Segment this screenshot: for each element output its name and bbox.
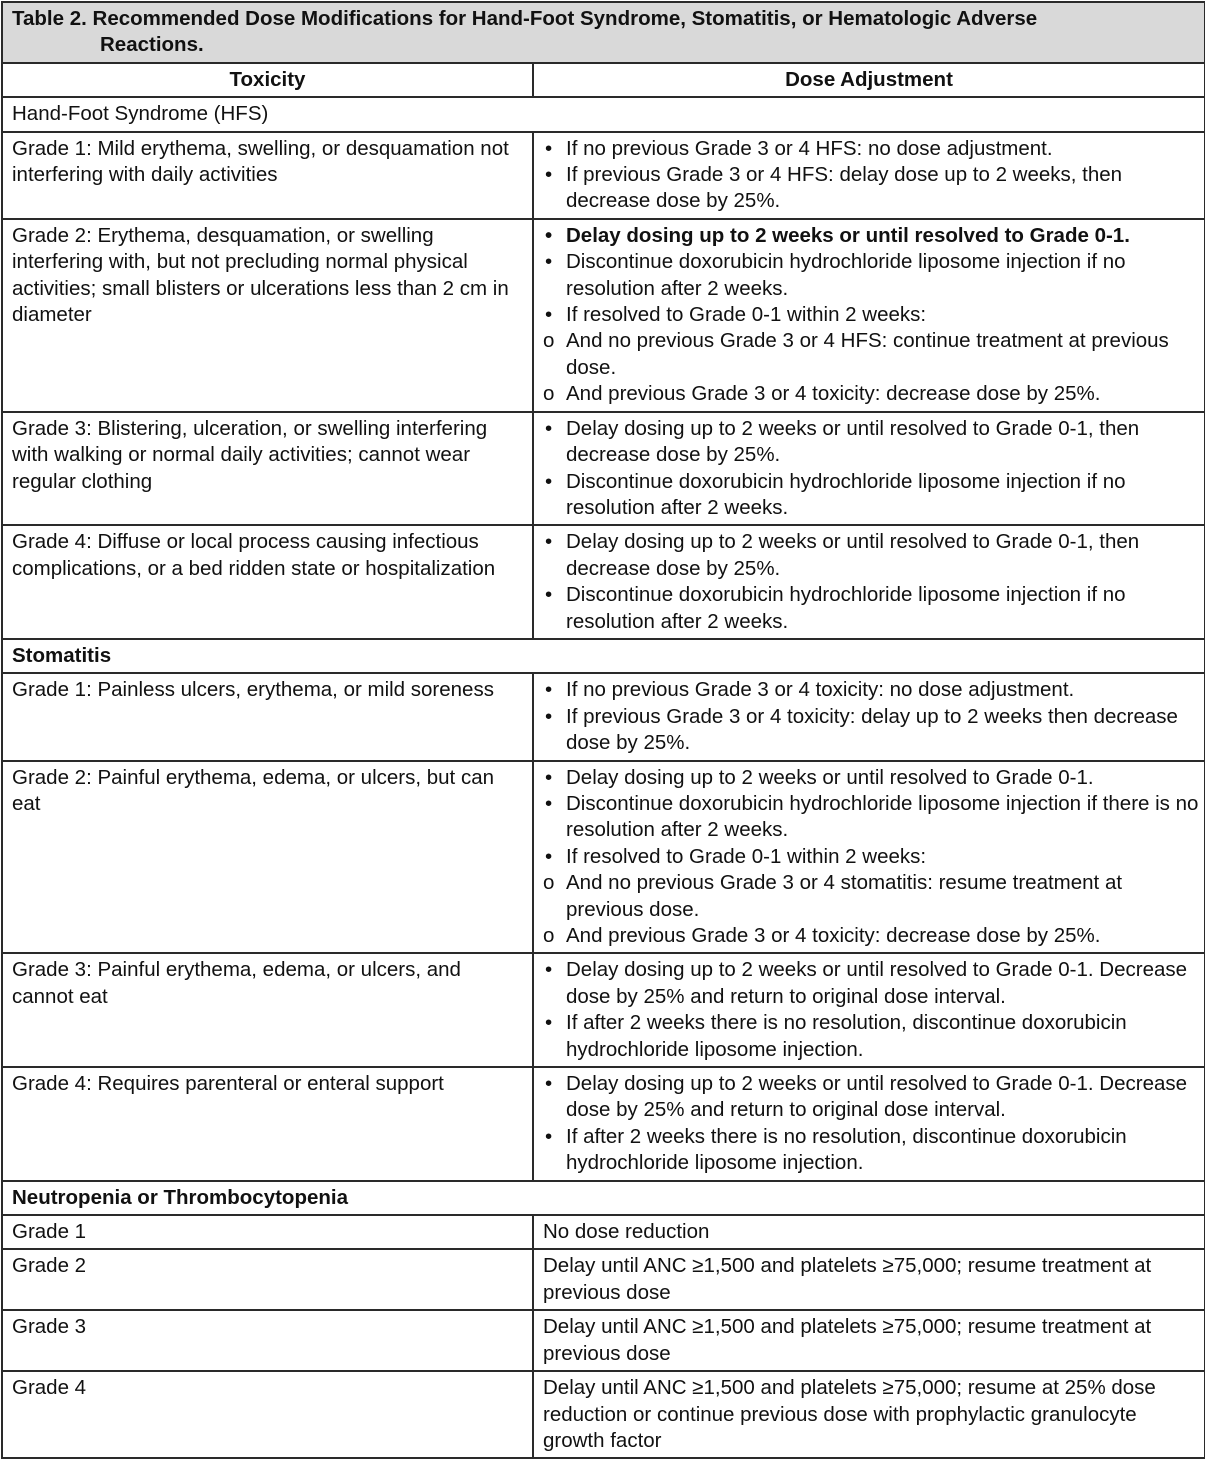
list-item: • Delay dosing up to 2 weeks or until resolved to Grade 0-1, then decrease dose by 25%. xyxy=(543,416,1200,469)
list-item: • Delay dosing up to 2 weeks or until resolved to Grade 0-1. xyxy=(543,765,1200,791)
dose-adjustment-cell xyxy=(533,412,1205,526)
dose-adjustment-list xyxy=(543,223,1200,408)
section-row xyxy=(2,639,1205,673)
sub-list-item: o And previous Grade 3 or 4 toxicity: decrease dose by 25%. xyxy=(543,381,1200,407)
list-item: • If previous Grade 3 or 4 toxicity: delay up to 2 weeks then decrease dose by 25%. xyxy=(543,704,1200,757)
list-item: • If previous Grade 3 or 4 HFS: delay dose up to 2 weeks, then decrease dose by 25%. xyxy=(543,162,1200,215)
section-title: Hand-Foot Syndrome (HFS) xyxy=(2,97,1205,131)
table-row xyxy=(2,953,1205,1067)
list-item: • Discontinue doxorubicin hydrochloride liposome injection if no resolution after 2 weeks. xyxy=(543,582,1200,635)
caption-line-2: Reactions. xyxy=(100,33,204,57)
toxicity-cell: Grade 1 xyxy=(2,1215,533,1249)
sub-list-item: o And previous Grade 3 or 4 toxicity: decrease dose by 25%. xyxy=(543,923,1200,949)
table-row xyxy=(2,1067,1205,1181)
toxicity-cell: Grade 3 xyxy=(2,1310,533,1371)
toxicity-cell: Grade 1: Mild erythema, swelling, or desquamation not interfering with daily activities xyxy=(2,132,533,219)
toxicity-cell: Grade 4: Diffuse or local process causing infectious complications, or a bed ridden state or hospitalization xyxy=(2,525,533,639)
table-row xyxy=(2,1310,1205,1371)
list-item: • Delay dosing up to 2 weeks or until resolved to Grade 0-1. Decrease dose by 25% and return to original dose interval. xyxy=(543,957,1200,1010)
dose-adjustment-list xyxy=(543,765,1200,950)
list-item: • If no previous Grade 3 or 4 toxicity: no dose adjustment. xyxy=(543,677,1200,703)
dose-adjustment-list xyxy=(543,1071,1200,1177)
sub-list-item: o And no previous Grade 3 or 4 stomatitis: resume treatment at previous dose. xyxy=(543,870,1200,923)
table-body xyxy=(2,97,1205,1458)
toxicity-cell: Grade 4 xyxy=(2,1371,533,1458)
table-row xyxy=(2,412,1205,526)
dose-adjustment-list xyxy=(543,677,1200,756)
sub-list-item: o And no previous Grade 3 or 4 HFS: continue treatment at previous dose. xyxy=(543,328,1200,381)
dose-adjustment-cell: No dose reduction xyxy=(533,1215,1205,1249)
column-header-toxicity: Toxicity xyxy=(2,63,533,97)
list-item: • Discontinue doxorubicin hydrochloride liposome injection if there is no resolution after 2 weeks. xyxy=(543,791,1200,844)
dose-adjustment-list xyxy=(543,957,1200,1063)
dose-adjustment-cell xyxy=(533,761,1205,954)
table-row xyxy=(2,219,1205,412)
dose-modification-table xyxy=(1,1,1205,1459)
table-row xyxy=(2,673,1205,760)
caption-line-1: Table 2. Recommended Dose Modifications for Hand-Foot Syndrome, Stomatitis, or Hematologic Adverse xyxy=(12,7,1038,30)
list-item: • If after 2 weeks there is no resolution, discontinue doxorubicin hydrochloride liposome injection. xyxy=(543,1124,1200,1177)
dose-adjustment-cell xyxy=(533,219,1205,412)
toxicity-cell: Grade 3: Blistering, ulceration, or swelling interfering with walking or normal daily activities; cannot wear regular clothing xyxy=(2,412,533,526)
list-item: • If resolved to Grade 0-1 within 2 weeks: xyxy=(543,844,1200,870)
dose-adjustment-list xyxy=(543,529,1200,635)
toxicity-cell: Grade 1: Painless ulcers, erythema, or mild soreness xyxy=(2,673,533,760)
list-item: • Delay dosing up to 2 weeks or until resolved to Grade 0-1. xyxy=(543,223,1200,249)
table-row xyxy=(2,761,1205,954)
list-item: • If after 2 weeks there is no resolution, discontinue doxorubicin hydrochloride liposome injection. xyxy=(543,1010,1200,1063)
dose-adjustment-list xyxy=(543,136,1200,215)
dose-adjustment-cell: Delay until ANC ≥1,500 and platelets ≥75,000; resume treatment at previous dose xyxy=(533,1310,1205,1371)
toxicity-cell: Grade 2: Erythema, desquamation, or swelling interfering with, but not precluding normal physical activities; small blisters or ulcerations less than 2 cm in diameter xyxy=(2,219,533,412)
table-row xyxy=(2,1249,1205,1310)
table-caption xyxy=(2,2,1205,63)
dose-adjustment-cell xyxy=(533,953,1205,1067)
table-row xyxy=(2,1371,1205,1458)
list-item: • Delay dosing up to 2 weeks or until resolved to Grade 0-1. Decrease dose by 25% and return to original dose interval. xyxy=(543,1071,1200,1124)
toxicity-cell: Grade 2 xyxy=(2,1249,533,1310)
table-row xyxy=(2,132,1205,219)
section-row xyxy=(2,1181,1205,1215)
list-item: • Discontinue doxorubicin hydrochloride liposome injection if no resolution after 2 weeks. xyxy=(543,249,1200,302)
toxicity-cell: Grade 4: Requires parenteral or enteral support xyxy=(2,1067,533,1181)
section-title: Stomatitis xyxy=(2,639,1205,673)
list-item: • Delay dosing up to 2 weeks or until resolved to Grade 0-1, then decrease dose by 25%. xyxy=(543,529,1200,582)
dose-adjustment-cell xyxy=(533,673,1205,760)
dose-adjustment-cell xyxy=(533,1067,1205,1181)
section-title: Neutropenia or Thrombocytopenia xyxy=(2,1181,1205,1215)
toxicity-cell: Grade 2: Painful erythema, edema, or ulcers, but can eat xyxy=(2,761,533,954)
toxicity-cell: Grade 3: Painful erythema, edema, or ulcers, and cannot eat xyxy=(2,953,533,1067)
table-row xyxy=(2,525,1205,639)
list-item: • If no previous Grade 3 or 4 HFS: no dose adjustment. xyxy=(543,136,1200,162)
dose-adjustment-cell xyxy=(533,525,1205,639)
dose-adjustment-cell: Delay until ANC ≥1,500 and platelets ≥75,000; resume at 25% dose reduction or continue previous dose with prophylactic granulocyte growth factor xyxy=(533,1371,1205,1458)
column-header-dose-adjustment: Dose Adjustment xyxy=(533,63,1205,97)
dose-adjustment-list xyxy=(543,416,1200,522)
section-row xyxy=(2,97,1205,131)
dose-adjustment-cell: Delay until ANC ≥1,500 and platelets ≥75,000; resume treatment at previous dose xyxy=(533,1249,1205,1310)
list-item: • If resolved to Grade 0-1 within 2 weeks: xyxy=(543,302,1200,328)
dose-adjustment-cell xyxy=(533,132,1205,219)
table-row xyxy=(2,1215,1205,1249)
list-item: • Discontinue doxorubicin hydrochloride liposome injection if no resolution after 2 weeks. xyxy=(543,469,1200,522)
